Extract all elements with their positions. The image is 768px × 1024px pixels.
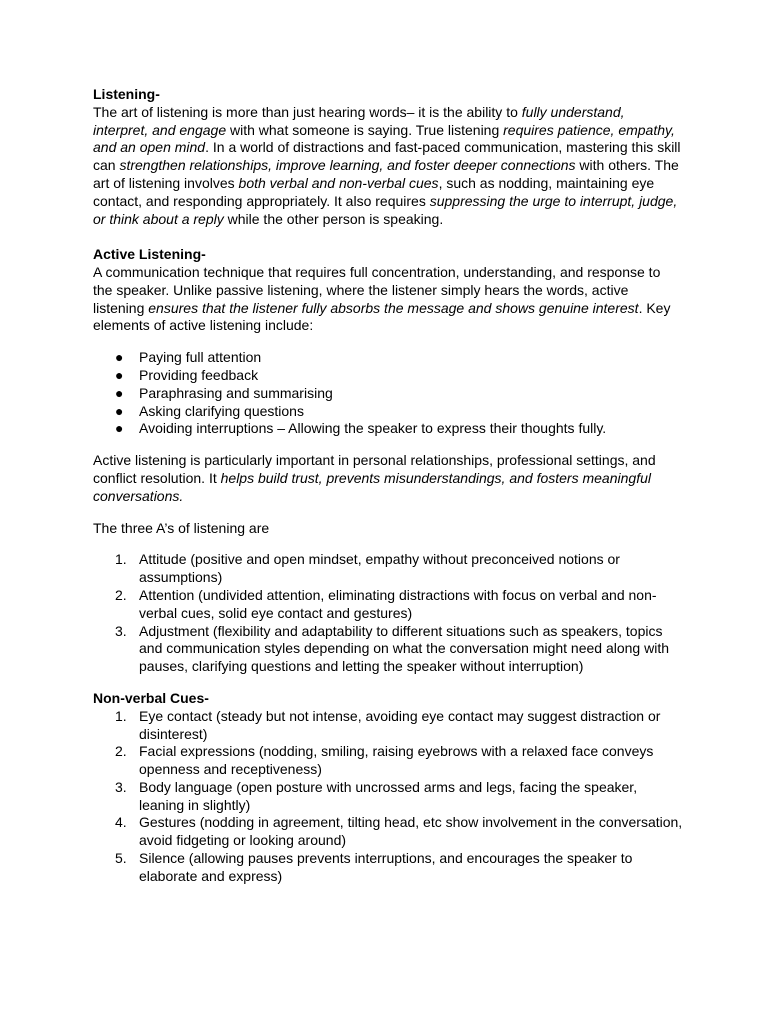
list-item-text: Silence (allowing pauses prevents interruptions, and encourages the speaker to elaborate and express) bbox=[139, 850, 633, 884]
list-number: 2. bbox=[115, 743, 127, 760]
document-page bbox=[93, 86, 683, 886]
list-item bbox=[93, 551, 683, 587]
text-run: The art of listening is more than just hearing words– it is the ability to bbox=[93, 103, 522, 120]
three-as-intro: The three A’s of listening are bbox=[93, 519, 270, 536]
heading-nonverbal-cues: Non-verbal Cues- bbox=[93, 689, 209, 706]
list-item bbox=[93, 743, 683, 779]
list-item-text: Eye contact (steady but not intense, avoiding eye contact may suggest distraction or disinterest) bbox=[139, 707, 661, 742]
text-run: , such as nodding, maintaining eye contact, and responding appropriately. It also requires bbox=[93, 174, 655, 209]
list-number: 1. bbox=[115, 707, 127, 724]
text-run: Active listening is particularly important in personal relationships, professional settings, and conflict resolution. It bbox=[93, 452, 656, 486]
list-item bbox=[93, 367, 683, 385]
text-run: . Key elements of active listening include: bbox=[93, 299, 671, 334]
list-item-text: Paying full attention bbox=[139, 349, 262, 366]
list-item-text: Asking clarifying questions bbox=[139, 402, 304, 419]
list-item-text: Gestures (nodding in agreement, tilting head, etc show involvement in the conversation, avoid fidgeting or looking around) bbox=[139, 814, 683, 849]
list-item-text: Paraphrasing and summarising bbox=[139, 384, 333, 401]
text-run: A communication technique that requires full concentration, understanding, and response to the speaker. Unlike passive listening, where the listener simply hears the words, active listening bbox=[93, 263, 661, 316]
list-number: 3. bbox=[115, 778, 127, 795]
paragraph-active-listening bbox=[93, 264, 683, 335]
list-item bbox=[93, 623, 683, 676]
list-item-text: Adjustment (flexibility and adaptability to different situations such as speakers, topics and communication styles depending on what the conversation might need along with pauses, clarifying questions and letting the speaker without interruption) bbox=[139, 622, 669, 675]
list-item-text: Attention (undivided attention, eliminating distractions with focus on verbal and non-verbal cues, solid eye contact and gestures) bbox=[139, 586, 657, 621]
italic-run: both verbal and non-verbal cues bbox=[238, 174, 439, 191]
list-item bbox=[93, 349, 683, 367]
list-number: 4. bbox=[115, 814, 127, 831]
bullet-icon: ● bbox=[115, 349, 124, 366]
list-item bbox=[93, 814, 683, 850]
heading-listening: Listening- bbox=[93, 86, 160, 102]
list-number: 2. bbox=[115, 586, 127, 603]
list-item bbox=[93, 587, 683, 623]
list-item bbox=[93, 420, 683, 438]
text-run: with what someone is saying. True listening bbox=[226, 121, 504, 138]
italic-run: ensures that the listener fully absorbs the message and shows genuine interest bbox=[148, 299, 639, 316]
list-item-text: Attitude (positive and open mindset, empathy without preconceived notions or assumptions) bbox=[139, 551, 620, 586]
text-run: with others. The art of listening involves bbox=[93, 157, 679, 191]
heading-active-listening: Active Listening- bbox=[93, 246, 206, 263]
italic-run: strengthen relationships, improve learning, and foster deeper connections bbox=[119, 157, 576, 174]
italic-run: suppressing the urge to interrupt, judge, or think about a reply bbox=[93, 192, 678, 227]
bullet-icon: ● bbox=[115, 420, 124, 437]
list-item-text: Providing feedback bbox=[139, 366, 259, 383]
italic-run: helps build trust, prevents misunderstandings, and fosters meaningful conversations. bbox=[93, 469, 651, 504]
list-item-text: Avoiding interruptions – Allowing the speaker to express their thoughts fully. bbox=[139, 420, 607, 437]
italic-run: fully understand, interpret, and engage bbox=[93, 103, 625, 138]
list-item bbox=[93, 708, 683, 744]
bullet-icon: ● bbox=[115, 384, 124, 401]
list-item-text: Body language (open posture with uncrossed arms and legs, facing the speaker, leaning in slightly) bbox=[139, 778, 638, 813]
list-item bbox=[93, 385, 683, 403]
list-item bbox=[93, 850, 683, 886]
bullet-icon: ● bbox=[115, 402, 124, 419]
key-elements-list bbox=[93, 349, 683, 438]
paragraph-listening bbox=[93, 104, 683, 229]
list-item-text: Facial expressions (nodding, smiling, raising eyebrows with a relaxed face conveys openness and receptiveness) bbox=[139, 743, 654, 778]
italic-run: requires patience, empathy, and an open mind bbox=[93, 121, 675, 156]
list-number: 3. bbox=[115, 622, 127, 639]
list-item bbox=[93, 403, 683, 421]
paragraph-importance bbox=[93, 452, 683, 505]
list-item bbox=[93, 779, 683, 815]
list-number: 5. bbox=[115, 850, 127, 867]
text-run: while the other person is speaking. bbox=[223, 210, 444, 227]
nonverbal-cues-list bbox=[93, 708, 683, 886]
bullet-icon: ● bbox=[115, 366, 124, 383]
list-number: 1. bbox=[115, 551, 127, 568]
text-run: . In a world of distractions and fast-paced communication, mastering this skill can bbox=[93, 139, 681, 174]
three-as-list bbox=[93, 551, 683, 676]
